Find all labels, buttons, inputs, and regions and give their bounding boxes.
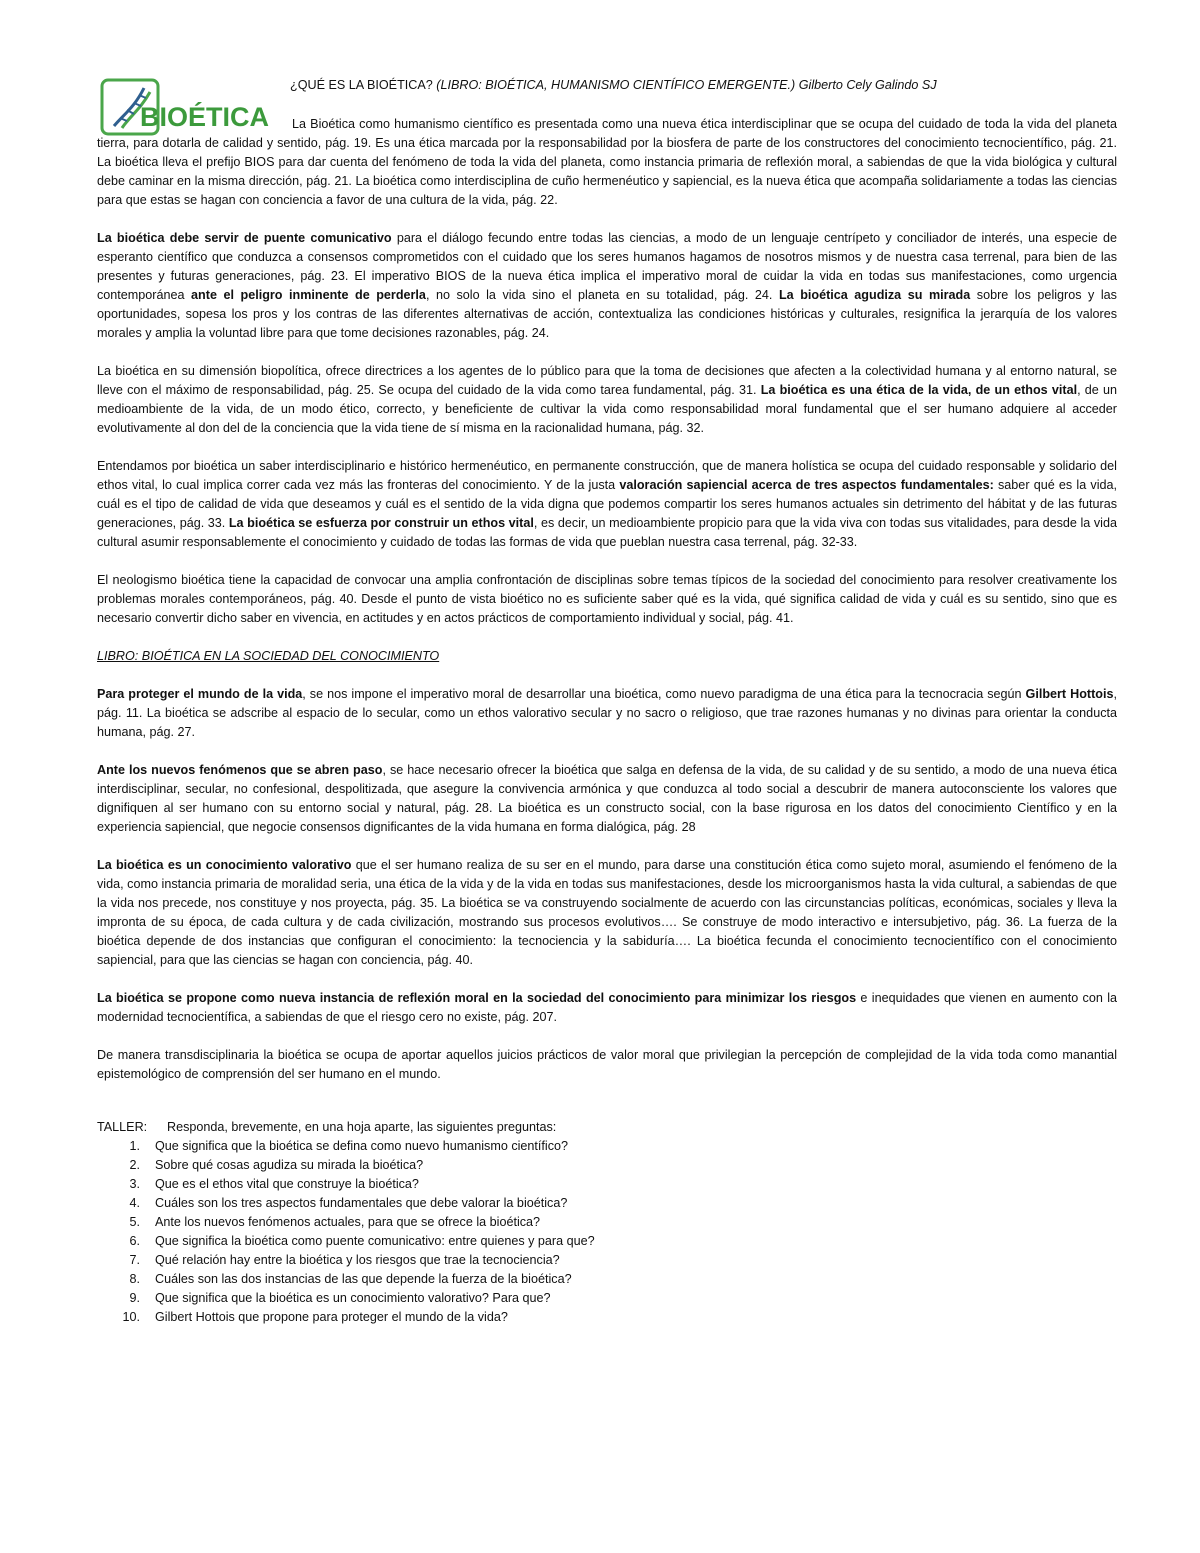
question-item: [97, 1308, 1117, 1327]
p7-text-1: , se hace necesario ofrecer la bioética que salga en defensa de la vida, de su calidad y de su sentido, a modo de una nueva ética interdisciplinar, secular, no confesional, despolitizada, que asegure la convivencia armónica y que conduzca al todo social a descubrir de manera autoconsciente los valores que dignifiquen al ser humano con su entorno social y natural, pág. 28. La bioética es un constructo social, con la base rigurosa en los datos del conocimiento Científico y en la experiencia sapiencial, que negocie consensos dignificantes de la vida humana en forma dialógica, pág. 28: [97, 763, 1117, 834]
question-item: [97, 1251, 1117, 1270]
question-item: [97, 1213, 1117, 1232]
question-item: [97, 1270, 1117, 1289]
p3-text-2: , de un medioambiente de la vida, de un modo ético, correcto, y beneficiente de cultivar la vida como responsabilidad moral fundamental que el ser humano adquiere al acceder evolutivamente al don del de la conciencia que la vida tiene de sí misma en la racionalidad humana, pág. 32.: [97, 383, 1117, 435]
p4-text-3: , es decir, un medioambiente propicio para que la vida viva con todas sus vitalidades, para desde la vida cultural asumir responsablemente el conocimiento y cuidado de todas las formas de vida que pueblan nuestra casa terrenal, pág. 32-33.: [97, 516, 1117, 549]
question-text: Que es el ethos vital que construye la bioética?: [155, 1177, 419, 1191]
question-text: Gilbert Hottois que propone para proteger el mundo de la vida?: [155, 1310, 508, 1324]
paragraph-9: [97, 989, 1117, 1027]
title-book: (LIBRO: BIOÉTICA, HUMANISMO CIENTÍFICO EMERGENTE.): [436, 78, 796, 92]
question-number: 9.: [129, 1291, 140, 1305]
question-text: Que significa que la bioética es un conocimiento valorativo? Para que?: [155, 1291, 551, 1305]
p6-text-1: , se nos impone el imperativo moral de desarrollar una bioética, como nuevo paradigma de una ética para la tecnocracia según: [302, 687, 1026, 701]
p4-text-2: saber qué es la vida, cuál es el tipo de calidad de vida que deseamos y cuál es el sentido de la vida digna que podemos compartir los seres humanos actuales sin detrimento del hábitat y de las futuras generaciones, pág. 33.: [97, 478, 1118, 530]
p8-bold-1: La bioética es un conocimiento valorativo: [97, 858, 352, 872]
taller-instruction: Responda, brevemente, en una hoja aparte, las siguientes preguntas:: [167, 1120, 557, 1134]
question-number: 4.: [129, 1196, 140, 1210]
p4-bold-2: La bioética se esfuerza por construir un ethos vital: [228, 516, 534, 530]
p9-text-1: e inequidades que vienen en aumento con la modernidad tecnocientífica, a sabiendas de que el riesgo cero no existe, pág. 207.: [97, 991, 1117, 1024]
taller-header: [97, 1118, 1117, 1137]
paragraph-10: De manera transdisciplinaria la bioética se ocupa de aportar aquellos juicios prácticos de valor moral que privilegian la percepción de complejidad de la vida toda como manantial epistemológico de comprensión del ser humano en el mundo.: [97, 1048, 1117, 1081]
title-question: ¿QUÉ ES LA BIOÉTICA?: [290, 78, 433, 92]
question-text: Cuáles son las dos instancias de las que depende la fuerza de la bioética?: [155, 1272, 572, 1286]
paragraph-4: [97, 457, 1117, 552]
question-number: 5.: [129, 1215, 140, 1229]
paragraph-5: El neologismo bioética tiene la capacidad de convocar una amplia confrontación de disciplinas sobre temas típicos de la sociedad del conocimiento para resolver creativamente los problemas morales contemporáneos, pág. 40. Desde el punto de vista bioético no es suficiente saber qué es la vida, qué significa calidad de vida y cuál es su sentido, sino que es necesario convertir dicho saber en vivencia, en actitudes y en actos prácticos de comportamiento individual y social, pág. 41.: [97, 573, 1117, 625]
title-author: Gilberto Cely Galindo SJ: [798, 78, 937, 92]
taller-section: [97, 1118, 1117, 1327]
question-text: Sobre qué cosas agudiza su mirada la bioética?: [155, 1158, 424, 1172]
p2-text-2: , no solo la vida sino el planeta en su totalidad, pág. 24.: [425, 288, 779, 302]
p6-text-2: , pág. 11. La bioética se adscribe al espacio de lo secular, como un ethos valorativo secular y no sacro o religioso, que trae razones humanas y no divinas para orientar la conducta humana, pág. 27.: [97, 687, 1117, 739]
p6-bold-1: Para proteger el mundo de la vida: [97, 687, 303, 701]
logo-text: BIOÉTICA: [140, 102, 270, 132]
p7-bold-1: Ante los nuevos fenómenos que se abren paso: [97, 763, 383, 777]
question-number: 8.: [129, 1272, 140, 1286]
p2-bold-3: La bioética agudiza su mirada: [778, 288, 971, 302]
p2-bold-1: La bioética debe servir de puente comunicativo: [97, 231, 392, 245]
question-item: [97, 1289, 1117, 1308]
page-title: [290, 76, 1110, 94]
p3-bold-1: La bioética es una ética de la vida, de un ethos vital: [760, 383, 1078, 397]
document-body: [97, 115, 1117, 1327]
section-subtitle: LIBRO: BIOÉTICA EN LA SOCIEDAD DEL CONOCIMIENTO: [97, 649, 440, 663]
question-number: 1.: [129, 1139, 140, 1153]
paragraph-6: [97, 685, 1117, 742]
question-item: [97, 1137, 1117, 1156]
p1-bold: La Bioética como humanismo científico: [292, 117, 514, 131]
p8-text-1: que el ser humano realiza de su ser en el mundo, para darse una constitución ética como sujeto moral, asumiendo el fenómeno de la vida, como instancia primaria de moralidad seria, una ética de la vida y de la vida en todas sus manifestaciones, desde los microorganismos hasta la vida cultural, a sabiendas de que la vida nos precede, nos constituye y nos proyecta, pág. 35. La bioética se va construyendo socialmente de acuerdo con las circunstancias políticas, económicas, sociales y lleva la impronta de su época, de cada cultura y de cada civilización, mostrando sus procesos evolutivos…. Se construye de modo interactivo e intersubjetivo, pág. 36. La fuerza de la bioética depende de dos instancias que configuran el conocimiento: la tecnociencia y la sabiduría…. La bioética fecunda el conocimiento tecnocientífico con el conocimiento sapiencial, para que las ciencias se hagan con conciencia, pág. 40.: [97, 858, 1117, 967]
paragraph-7: [97, 761, 1117, 837]
question-number: 2.: [129, 1158, 140, 1172]
question-text: Cuáles son los tres aspectos fundamentales que debe valorar la bioética?: [155, 1196, 568, 1210]
paragraph-3: [97, 362, 1117, 438]
taller-label: TALLER:: [97, 1120, 148, 1134]
question-item: [97, 1232, 1117, 1251]
question-number: 6.: [129, 1234, 140, 1248]
paragraph-2: [97, 229, 1117, 343]
question-list: [97, 1137, 1117, 1327]
question-number: 10.: [122, 1310, 140, 1324]
question-number: 3.: [129, 1177, 140, 1191]
question-number: 7.: [129, 1253, 140, 1267]
question-text: Ante los nuevos fenómenos actuales, para que se ofrece la bioética?: [155, 1215, 541, 1229]
paragraph-8: [97, 856, 1117, 970]
p2-text-1: para el diálogo fecundo entre todas las ciencias, a modo de un lenguaje centrípeto y conciliador de interés, una especie de esperanto científico que conduzca a consensos comprometidos con el cuidado que los seres humanos hagamos de nosotros mismos y de nuestra casa terrenal, para bien de las presentes y futuras generaciones, pág. 23. El imperativo BIOS de la nueva ética implica el imperativo moral de cuidar la vida en todas sus manifestaciones, como urgencia contemporánea: [97, 231, 1117, 302]
p3-text-1: La bioética en su dimensión biopolítica, ofrece directrices a los agentes de lo público para que la toma de decisiones que afecten a la colectividad humana y al entorno natural, se lleve con el máximo de responsabilidad, pág. 25. Se ocupa del cuidado de la vida como tarea fundamental, pág. 31.: [97, 364, 1117, 397]
p4-bold-1: valoración sapiencial acerca de tres aspectos fundamentales:: [619, 478, 994, 492]
p6-bold-2: Gilbert Hottois: [1025, 687, 1114, 701]
paragraph-1: [97, 115, 1117, 210]
question-item: [97, 1175, 1117, 1194]
p1-text: es presentada como una nueva ética interdisciplinar que se ocupa del cuidado de toda la vida del planeta tierra, para dotarla de calidad y sentido, pág. 19. Es una ética marcada por la responsabilidad por la biosfera de parte de los constructores del conocimiento tecnocientífico, pág. 21. La bioética lleva el prefijo BIOS para dar cuenta del fenómeno de toda la vida del planeta, como instancia primaria de reflexión moral, a sabiendas de que la vida biológica y cultural debe caminar en la misma dirección, pág. 21. La bioética como interdisciplina de cuño hermenéutico y sapiencial, es la nueva ética que acompaña solidariamente a todas las ciencias para que estas se hagan con conciencia a favor de una cultura de la vida, pág. 22.: [97, 117, 1117, 207]
question-text: Que significa que la bioética se defina como nuevo humanismo científico?: [155, 1139, 569, 1153]
p9-bold-1: La bioética se propone como nueva instancia de reflexión moral en la sociedad del conocimiento para minimizar los riesgos: [97, 991, 857, 1005]
p4-text-1: Entendamos por bioética un saber interdisciplinario e histórico hermenéutico, en permanente construcción, que de manera holística se ocupa del cuidado responsable y solidario del ethos vital, lo cual implica correr cada vez más las fronteras del conocimiento. Y de la justa: [97, 459, 1117, 492]
question-item: [97, 1156, 1117, 1175]
question-text: Que significa la bioética como puente comunicativo: entre quienes y para que?: [155, 1234, 595, 1248]
p2-text-3: sobre los peligros y las oportunidades, sopesa los pros y los contras de las diferentes alternativas de acción, contextualiza las condiciones históricas y culturales, resignifica la jerarquía de los valores morales y amplia la voluntad libre para que tome decisiones razonables, pág. 24.: [97, 288, 1117, 340]
p2-bold-2: ante el peligro inminente de perderla: [191, 288, 426, 302]
question-text: Qué relación hay entre la bioética y los riesgos que trae la tecnociencia?: [155, 1253, 560, 1267]
question-item: [97, 1194, 1117, 1213]
